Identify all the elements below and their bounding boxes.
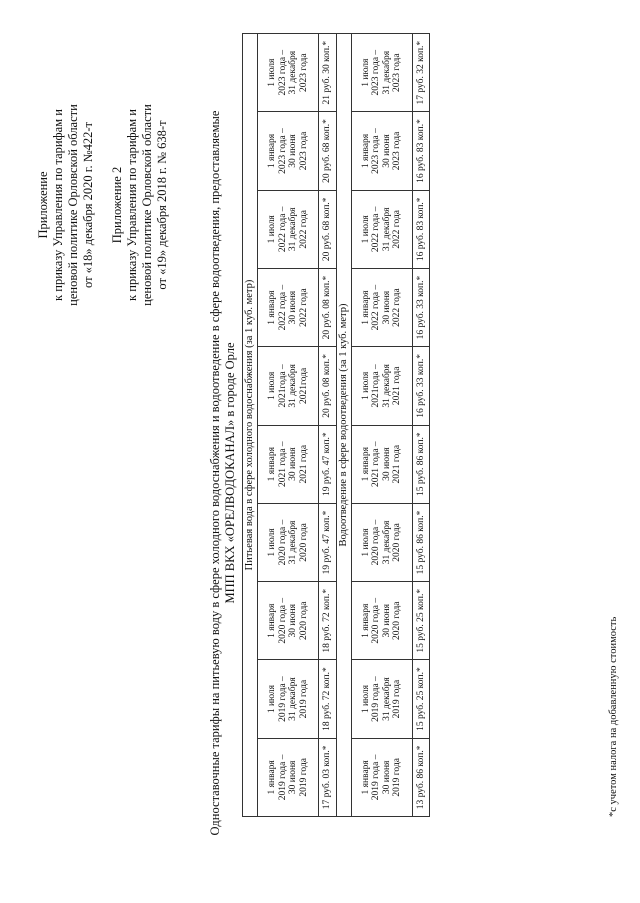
period-line: 1 июля: [360, 684, 371, 714]
period-line: 2022 года: [392, 210, 402, 249]
period-line: 2023 года –: [371, 49, 381, 96]
period-row: [258, 34, 319, 817]
price-row: [319, 34, 337, 817]
period-line: 1 июля: [360, 215, 371, 244]
period-row: [351, 34, 412, 817]
period-line: 2020 года: [298, 601, 309, 641]
period-cell: [258, 660, 319, 738]
period-line: 30 июня: [288, 604, 298, 638]
period-line: 2019 года –: [371, 676, 381, 722]
period-line: 2019 года: [298, 758, 309, 797]
period-cell: [351, 660, 412, 738]
price-cell: 16 руб. 33 коп.*: [412, 347, 430, 425]
period-cell: [351, 425, 412, 503]
period-line: 2023 года –: [277, 128, 288, 174]
period-line: 2023 года: [298, 131, 309, 171]
period-line: 2020 года –: [277, 597, 288, 644]
price-cell: 17 руб. 32 коп.*: [412, 34, 430, 112]
period-line: 2021 года –: [371, 441, 381, 488]
document-title-line2: МПП ВКХ «ОРЕЛВОДОКАНАЛ» в городе Орле: [223, 342, 237, 604]
price-cell: 19 руб. 47 коп.*: [319, 503, 337, 581]
period-cell: [351, 112, 412, 190]
price-cell: 19 руб. 47 коп.*: [319, 425, 337, 503]
period-cell: [351, 34, 412, 112]
period-line: 2021года –: [277, 364, 288, 408]
price-cell: 16 руб. 33 коп.*: [412, 268, 430, 346]
price-cell: 16 руб. 83 коп.*: [412, 190, 430, 268]
period-line: 30 июня: [288, 760, 298, 795]
period-line: 2022 года –: [277, 284, 288, 331]
price-cell: 13 руб. 86 коп.*: [412, 738, 430, 816]
period-line: 2023 года –: [371, 128, 381, 174]
appendix2-line: от «19» декабря 2018 г. № 638-т: [155, 120, 169, 290]
period-line: 31 декабря: [381, 207, 392, 252]
appendix2-header: [110, 40, 170, 370]
period-cell: [258, 112, 319, 190]
period-line: 30 июня: [381, 447, 392, 481]
document-title-line1: Одноставочные тарифы на питьевую воду в сфере холодного водоснабжения и водоотведение в сфере водоотведения, предоставляемые: [208, 110, 222, 836]
period-line: 30 июня: [288, 134, 298, 168]
period-line: 1 июля: [267, 58, 277, 87]
section-header: Водоотведение в сфере водоотведения (за 1 куб. метр): [336, 34, 351, 817]
price-cell: 16 руб. 83 коп.*: [412, 112, 430, 190]
price-cell: 18 руб. 72 коп.*: [319, 582, 337, 660]
period-cell: [258, 34, 319, 112]
price-row: [412, 34, 430, 817]
period-line: 1 июля: [360, 58, 371, 87]
period-line: 31 декабря: [288, 207, 298, 252]
period-line: 1 января: [267, 603, 277, 638]
period-line: 30 июня: [288, 290, 298, 325]
period-line: 2022 года –: [371, 206, 381, 253]
period-line: 2021 года: [392, 366, 402, 406]
period-line: 1 июля: [267, 371, 277, 400]
period-line: 1 июля: [267, 528, 277, 557]
price-cell: 20 руб. 08 коп.*: [319, 347, 337, 425]
period-line: 2021 года –: [277, 441, 288, 488]
period-line: 31 декабря: [381, 520, 392, 565]
period-line: 1 июля: [267, 215, 277, 244]
period-line: 2022 года: [298, 288, 309, 327]
period-line: 31 декабря: [381, 677, 392, 721]
period-cell: [258, 347, 319, 425]
period-line: 2019 года: [392, 679, 402, 719]
period-cell: [351, 738, 412, 816]
price-cell: 15 руб. 25 коп.*: [412, 582, 430, 660]
period-line: 31 декабря: [381, 50, 392, 95]
period-line: 30 июня: [288, 447, 298, 481]
period-line: 2020 года: [392, 523, 402, 562]
period-line: 1 июля: [267, 684, 277, 714]
appendix-title: Приложение: [36, 171, 50, 239]
period-line: 1 января: [360, 603, 371, 638]
footnote: *с учетом налога на добавленную стоимость: [608, 616, 619, 817]
period-cell: [351, 268, 412, 346]
period-line: 2022 года: [298, 210, 309, 249]
appendix-line: ценовой политике Орловской области: [66, 104, 80, 306]
period-line: 2021 года: [298, 444, 309, 484]
period-line: 31 декабря: [288, 520, 298, 565]
section-header: Питьевая вода в сфере холодного водоснабжения (за 1 куб. метр): [243, 34, 258, 817]
period-line: 2019 года: [392, 758, 402, 797]
period-cell: [258, 425, 319, 503]
price-cell: 21 руб. 30 коп.*: [319, 34, 337, 112]
period-line: 2022 года: [392, 288, 402, 327]
period-line: 1 января: [360, 133, 371, 169]
price-cell: 17 руб. 03 коп.*: [319, 738, 337, 816]
period-cell: [258, 268, 319, 346]
appendix-line: к приказу Управления по тарифам и: [51, 109, 65, 301]
section-header-row: [243, 34, 258, 817]
period-line: 30 июня: [381, 760, 392, 795]
period-line: 31 декабря: [288, 50, 298, 95]
section-header-row: [336, 34, 351, 817]
period-cell: [351, 582, 412, 660]
appendix2-line: ценовой политике Орловской области: [140, 104, 154, 306]
period-line: 2021 года: [392, 444, 402, 484]
price-cell: 20 руб. 68 коп.*: [319, 112, 337, 190]
period-line: 31 декабря: [381, 364, 392, 408]
period-line: 1 июля: [360, 371, 371, 400]
appendix2-title: Приложение 2: [110, 166, 124, 244]
period-line: 2023 года: [392, 131, 402, 171]
price-cell: 18 руб. 72 коп.*: [319, 660, 337, 738]
period-line: 2021года: [298, 367, 309, 404]
price-cell: 20 руб. 08 коп.*: [319, 268, 337, 346]
period-cell: [258, 190, 319, 268]
period-line: 30 июня: [381, 134, 392, 168]
period-line: 2019 года –: [277, 676, 288, 722]
period-line: 2021года –: [371, 364, 381, 408]
period-line: 1 января: [267, 133, 277, 169]
price-cell: 15 руб. 86 коп.*: [412, 503, 430, 581]
document-title: [208, 83, 238, 863]
period-line: 1 июля: [360, 528, 371, 557]
period-line: 30 июня: [381, 290, 392, 325]
period-cell: [258, 503, 319, 581]
period-line: 2022 года –: [371, 284, 381, 331]
period-cell: [351, 503, 412, 581]
period-line: 1 января: [360, 760, 371, 795]
period-line: 1 января: [267, 290, 277, 325]
price-cell: 15 руб. 25 коп.*: [412, 660, 430, 738]
period-line: 2019 года –: [277, 754, 288, 801]
period-line: 31 декабря: [288, 677, 298, 721]
period-line: 2022 года –: [277, 206, 288, 253]
period-line: 2020 года: [298, 523, 309, 562]
appendix2-line: к приказу Управления по тарифам и: [125, 109, 139, 301]
period-line: 1 января: [360, 290, 371, 325]
period-line: 2023 года: [392, 53, 402, 92]
period-cell: [258, 738, 319, 816]
period-line: 2020 года: [392, 601, 402, 641]
period-line: 1 января: [360, 447, 371, 482]
price-cell: 15 руб. 86 коп.*: [412, 425, 430, 503]
appendix-line: от «18» декабря 2020 г. №422-т: [81, 122, 95, 289]
period-cell: [351, 190, 412, 268]
period-cell: [351, 347, 412, 425]
period-line: 1 января: [267, 447, 277, 482]
period-line: 2020 года –: [371, 597, 381, 644]
period-line: 1 января: [267, 760, 277, 795]
period-cell: [258, 582, 319, 660]
period-line: 2019 года: [298, 679, 309, 719]
tariff-table: [242, 33, 430, 817]
period-line: 2020 года –: [277, 519, 288, 566]
period-line: 31 декабря: [288, 364, 298, 408]
period-line: 2023 года: [298, 53, 309, 92]
period-line: 2023 года –: [277, 49, 288, 96]
appendix-header: [36, 40, 96, 370]
period-line: 2019 года –: [371, 754, 381, 801]
price-cell: 20 руб. 68 коп.*: [319, 190, 337, 268]
period-line: 2020 года –: [371, 519, 381, 566]
period-line: 30 июня: [381, 604, 392, 638]
